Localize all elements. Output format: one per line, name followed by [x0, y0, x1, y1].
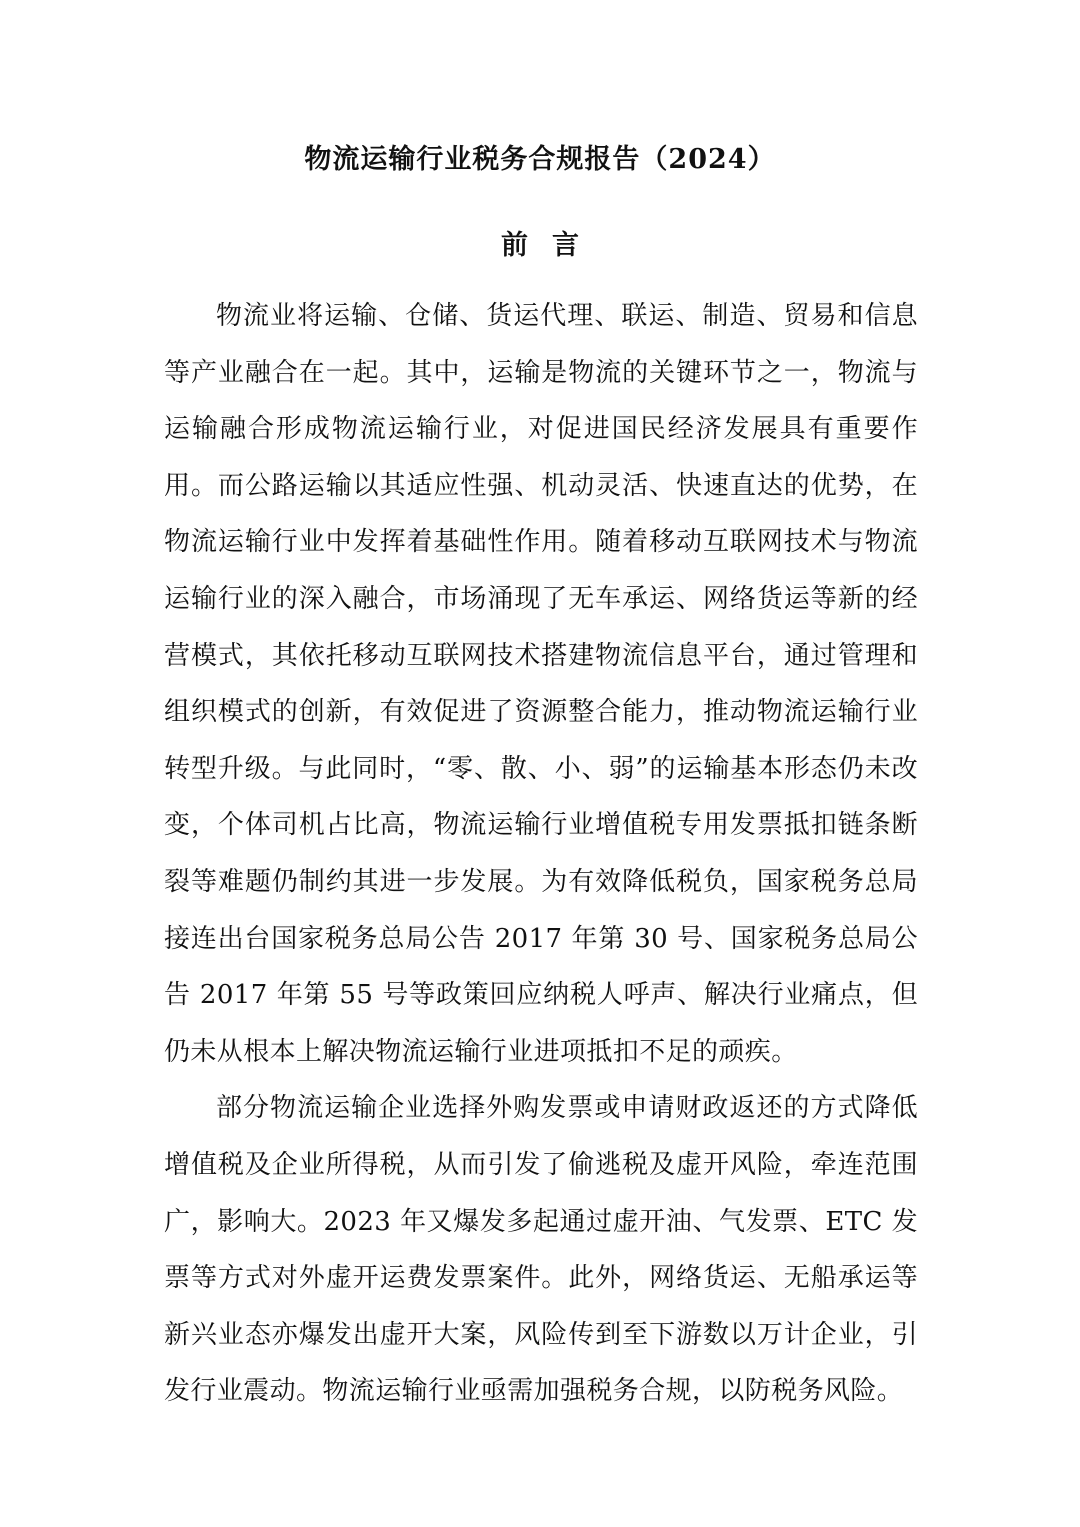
section-heading-char: 前: [501, 230, 528, 261]
section-heading-preface: [0, 224, 1080, 268]
document-title: 物流运输行业税务合规报告（2024）: [304, 144, 776, 175]
document-body: [164, 288, 918, 1420]
paragraph: 物流业将运输、仓储、货运代理、联运、制造、贸易和信息等产业融合在一起。其中，运输是物流的关键环节之一，物流与运输融合形成物流运输行业，对促进国民经济发展具有重要作用。而公路运输以其适应性强、机动灵活、快速直达的优势，在物流运输行业中发挥着基础性作用。随着移动互联网技术与物流运输行业的深入融合，市场涌现了无车承运、网络货运等新的经营模式，其依托移动互联网技术搭建物流信息平台，通过管理和组织模式的创新，有效促进了资源整合能力，推动物流运输行业转型升级。与此同时，“零、散、小、弱”的运输基本形态仍未改变，个体司机占比高，物流运输行业增值税专用发票抵扣链条断裂等难题仍制约其进一步发展。为有效降低税负，国家税务总局接连出台国家税务总局公告 2017 年第 30 号、国家税务总局公告 2017 年第 55 号等政策回应纳税人呼声、解决行业痛点，但仍未从根本上解决物流运输行业进项抵扣不足的顽疾。: [164, 301, 918, 1067]
paragraph: 部分物流运输企业选择外购发票或申请财政返还的方式降低增值税及企业所得税，从而引发了偷逃税及虚开风险，牵连范围广，影响大。2023 年又爆发多起通过虚开油、气发票、ETC 发票等方式对外虚开运费发票案件。此外，网络货运、无船承运等新兴业态亦爆发出虚开大案，风险传到至下游数以万计企业，引发行业震动。物流运输行业亟需加强税务合规，以防税务风险。: [164, 1093, 918, 1407]
section-heading-char: 言: [552, 230, 579, 261]
